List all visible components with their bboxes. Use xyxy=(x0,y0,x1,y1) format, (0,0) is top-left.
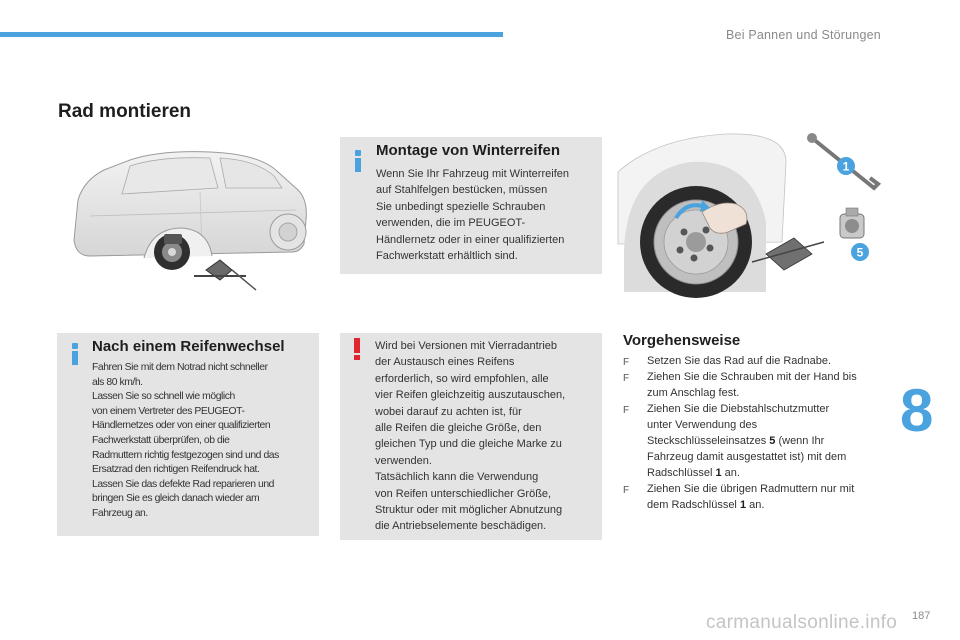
after-tyre-change-text: Fahren Sie mit dem Notrad nicht schneller als 80 km/h. Lassen Sie so schnell wie möglich von einem Vertreter des PEUGEOT- Händlernetzes oder von einer qualifizierten Fachwerkstatt überprüfen, ob die Radmuttern richtig festgezogen sind und das Ersatzrad den richtigen Reifendruck hat. Lassen Sie das defekte Rad reparieren und bringen Sie es gleich danach wieder am Fahrzeug an. xyxy=(92,362,279,519)
winter-tyres-text: Wenn Sie Ihr Fahrzeug mit Winterreifen auf Stahlfelgen bestücken, müssen Sie unbedingt spezielle Schrauben verwenden, die im PEUGEOT- Händlernetz oder in einer qualifizierten Fachwerkstatt erhältlich sind. xyxy=(376,168,569,263)
checkbox-bullet-icon: F xyxy=(623,357,630,368)
warning-icon xyxy=(354,338,360,360)
car-jack-illustration xyxy=(60,140,318,302)
info-icon xyxy=(72,343,78,365)
info-icon xyxy=(355,150,361,172)
watermark: carmanualsonline.info xyxy=(706,612,898,633)
wheel-tools-illustration xyxy=(616,132,888,304)
after-tyre-change-title: Nach einem Reifenwechsel xyxy=(92,338,285,355)
chapter-number: 8 xyxy=(900,377,934,444)
header-accent-bar xyxy=(0,32,503,37)
checkbox-bullet-icon: F xyxy=(623,485,630,496)
callout-5: 5 xyxy=(856,245,864,260)
procedure-steps xyxy=(623,353,888,513)
procedure-title: Vorgehensweise xyxy=(623,332,741,349)
page-heading: Rad montieren xyxy=(58,101,192,122)
procedure-step: F Ziehen Sie die Diebstahlschutzmutter unter Verwendung des Steckschlüsseleinsatzes 5 (wenn Ihr Fahrzeug damit ausgestattet ist) mit dem Radschlüssel 1 an. xyxy=(623,403,847,479)
awd-warning-box xyxy=(340,333,602,540)
winter-tyres-title: Montage von Winterreifen xyxy=(376,142,561,159)
procedure-step: F Setzen Sie das Rad auf die Radnabe. xyxy=(623,353,888,369)
winter-tyres-info-box xyxy=(340,137,602,274)
after-tyre-change-info-box xyxy=(57,333,319,536)
procedure-step: F Ziehen Sie die Schrauben mit der Hand bis zum Anschlag fest. xyxy=(623,371,857,399)
callout-1: 1 xyxy=(842,159,850,174)
section-title: Bei Pannen und Störungen xyxy=(726,28,881,42)
awd-warning-text: Wird bei Versionen mit Vierradantrieb der Austausch eines Reifens erforderlich, so wird empfohlen, alle vier Reifen gleichzeitig auszutauschen, wobei darauf zu achten ist, für alle Reifen die gleiche Größe, den gleichen Typ und die gleiche Marke zu verwenden. Tatsächlich kann die Verwendung von Reifen unterschiedlicher Größe, Struktur oder mit möglicher Abnutzung die Antriebselemente beschädigen. xyxy=(375,340,566,533)
checkbox-bullet-icon: F xyxy=(623,405,630,416)
procedure-step: F Ziehen Sie die übrigen Radmuttern nur mit dem Radschlüssel 1 an. xyxy=(623,483,855,511)
checkbox-bullet-icon: F xyxy=(623,373,630,384)
page-number: 187 xyxy=(912,610,931,622)
